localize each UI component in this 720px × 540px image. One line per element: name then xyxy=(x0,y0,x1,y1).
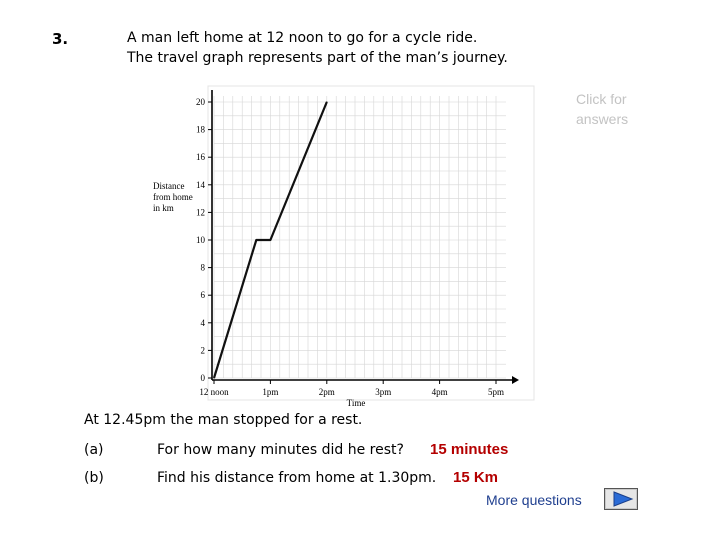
journey-point xyxy=(256,239,257,240)
x-tick-label: 3pm xyxy=(375,387,392,397)
part-a-question: For how many minutes did he rest? xyxy=(157,442,404,458)
click-for-answers-link[interactable]: Click for answers xyxy=(576,91,629,127)
part-a-label: (a) xyxy=(84,442,104,458)
part-b-question: Find his distance from home at 1.30pm. xyxy=(157,470,437,486)
y-tick-label: 16 xyxy=(196,152,205,163)
question-text-line2: The travel graph represents part of the man’s journey. xyxy=(127,50,508,66)
more-questions-link[interactable]: More questions xyxy=(486,492,582,508)
y-tick-label: 6 xyxy=(200,290,205,301)
x-tick-label: 4pm xyxy=(431,387,448,397)
y-tick-label: 10 xyxy=(196,235,205,245)
y-tick-label: 18 xyxy=(196,124,205,135)
part-b-label: (b) xyxy=(84,470,104,486)
y-tick-label: 8 xyxy=(200,262,205,273)
part-b-answer: 15 Km xyxy=(453,469,499,486)
play-arrow-icon xyxy=(604,488,638,510)
y-axis-label: in km xyxy=(153,203,174,213)
rest-statement: At 12.45pm the man stopped for a rest. xyxy=(84,412,363,428)
x-tick-label: 2pm xyxy=(318,387,335,397)
graph-frame xyxy=(208,86,534,400)
x-tick-label: 5pm xyxy=(487,387,505,397)
y-tick-label: 2 xyxy=(200,345,205,356)
y-axis-label: Distance xyxy=(153,181,185,191)
y-tick-label: 4 xyxy=(200,317,205,328)
y-tick-label: 12 xyxy=(196,207,205,218)
x-axis-label: Time xyxy=(346,398,366,408)
x-tick-label: 12 noon xyxy=(199,387,229,397)
x-tick-label: 1pm xyxy=(262,387,279,397)
y-tick-label: 0 xyxy=(200,373,205,383)
x-axis-arrow xyxy=(512,376,519,384)
y-axis-label: from home xyxy=(153,192,193,202)
journey-point xyxy=(326,101,327,102)
journey-point xyxy=(213,377,214,378)
next-button[interactable] xyxy=(604,488,638,510)
y-tick-label: 14 xyxy=(196,179,205,190)
question-number: 3. xyxy=(52,30,69,48)
y-tick-label: 20 xyxy=(196,97,205,107)
part-a-answer: 15 minutes xyxy=(430,441,509,458)
question-text-line1: A man left home at 12 noon to go for a cycle ride. xyxy=(127,30,478,46)
journey-point xyxy=(270,239,271,240)
